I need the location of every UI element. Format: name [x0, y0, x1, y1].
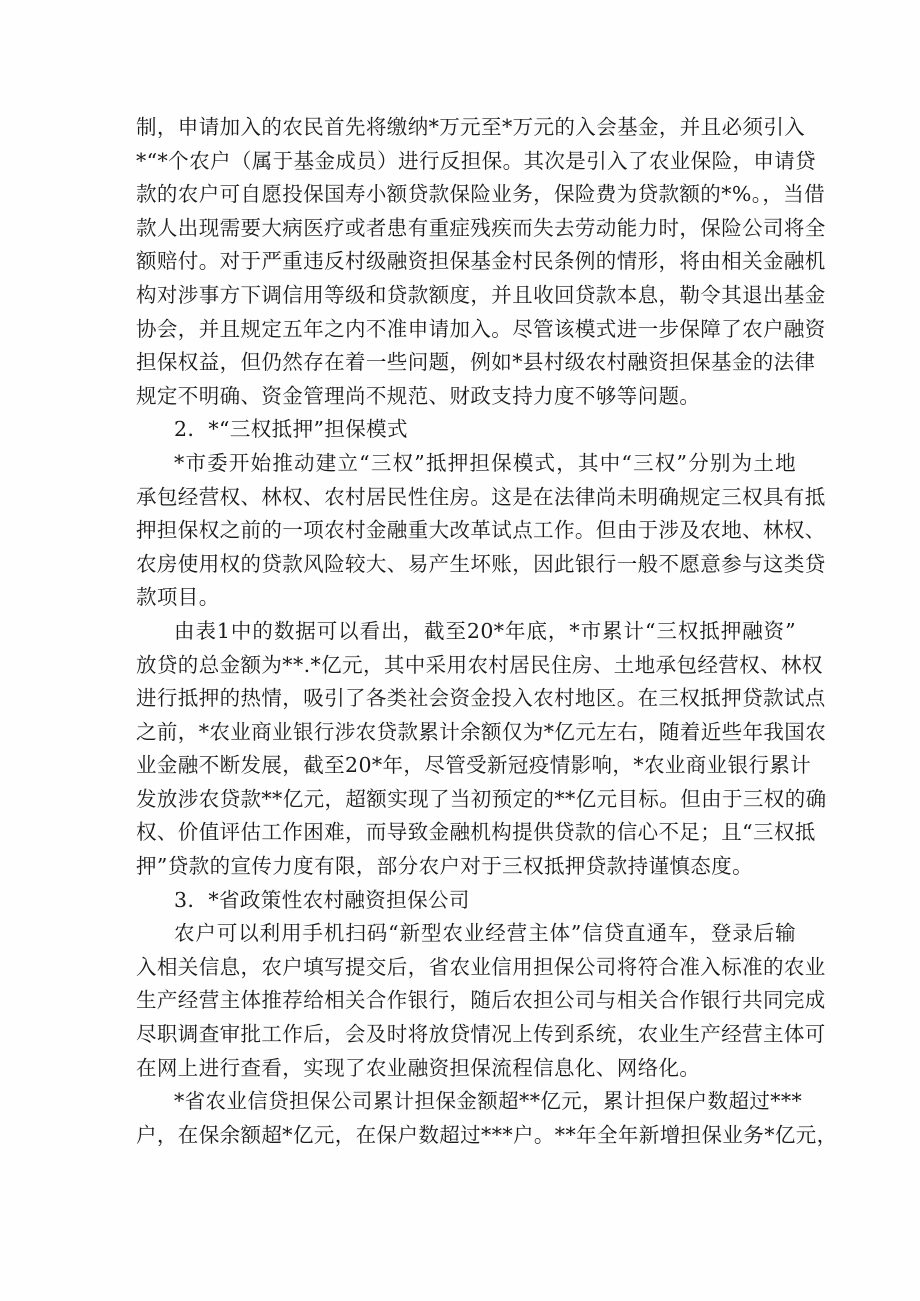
document-body [136, 111, 838, 1152]
text-line: 押”贷款的宣传力度有限，部分农户对于三权抵押贷款持谨慎态度。 [136, 854, 753, 879]
text-line: 款的农户可自愿投保国寿小额贷款保险业务，保险费为贷款额的*%。，当借 [136, 182, 826, 207]
section-heading: 3．*省政策性农村融资担保公司 [174, 887, 470, 912]
text-line: 农户可以利用手机扫码“新型农业经营主体”信贷直通车，登录后输 [174, 921, 796, 946]
text-line: 押担保权之前的一项农村金融重大改革试点工作。但由于涉及农地、林权、 [136, 518, 826, 543]
text-line: 协会，并且规定五年之内不准申请加入。尽管该模式进一步保障了农户融资 [136, 316, 826, 341]
text-line: 在网上进行查看，实现了农业融资担保流程信息化、网络化。 [136, 1055, 701, 1080]
text-line: *市委开始推动建立“三权”抵押担保模式，其中“三权”分别为土地 [174, 450, 796, 475]
text-line: 尽职调查审批工作后，会及时将放贷情况上传到系统，农业生产经营主体可 [136, 1022, 826, 1047]
text-line: 业金融不断发展，截至20*年，尽管受新冠疫情影响，*农业商业银行累计 [136, 753, 812, 778]
section-heading: 2．*“三权抵押”担保模式 [174, 417, 408, 442]
text-line: 发放涉农贷款**亿元，超额实现了当初预定的**亿元目标。但由于三权的确 [136, 786, 827, 811]
text-line: 入相关信息，农户填写提交后，省农业信用担保公司将符合准入标准的农业 [136, 954, 826, 979]
text-line: 款项目。 [136, 585, 220, 610]
text-line: 制，申请加入的农民首先将缴纳*万元至*万元的入会基金，并且必须引入 [136, 115, 806, 139]
text-line: 额赔付。对于严重违反村级融资担保基金村民条例的情形，将由相关金融机 [136, 249, 826, 274]
text-line: 权、价值评估工作困难，而导致金融机构提供贷款的信心不足；且“三权抵 [136, 820, 816, 845]
text-line: 构对涉事方下调信用等级和贷款额度，并且收回贷款本息，勒令其退出基金 [136, 282, 826, 307]
text-line: 承包经营权、林权、农村居民性住房。这是在法律尚未明确规定三权具有抵 [136, 484, 826, 509]
text-line: *省农业信贷担保公司累计担保金额超**亿元，累计担保户数超过*** [174, 1089, 803, 1114]
text-line: 农房使用权的贷款风险较大、易产生坏账，因此银行一般不愿意参与这类贷 [136, 551, 826, 576]
text-line: 放贷的总金额为**.*亿元，其中采用农村居民住房、土地承包经营权、林权 [136, 652, 823, 677]
text-line: 进行抵押的热情，吸引了各类社会资金投入农村地区。在三权抵押贷款试点 [136, 686, 826, 711]
text-line: 规定不明确、资金管理尚不规范、财政支持力度不够等问题。 [136, 383, 701, 408]
text-line: 之前，*农业商业银行涉农贷款累计余额仅为*亿元左右，随着近些年我国农 [136, 719, 827, 744]
text-line: 生产经营主体推荐给相关合作银行，随后农担公司与相关合作银行共同完成 [136, 988, 826, 1013]
text-line: *“*个农户（属于基金成员）进行反担保。其次是引入了农业保险，申请贷 [136, 148, 817, 173]
text-line: 款人出现需要大病医疗或者患有重症残疾而失去劳动能力时，保险公司将全 [136, 215, 826, 240]
text-line: 由表1中的数据可以看出，截至20*年底，*市累计“三权抵押融资” [174, 618, 796, 643]
text-line: 担保权益，但仍然存在着一些问题，例如*县村级农村融资担保基金的法律 [136, 350, 816, 375]
text-line: 户，在保余额超*亿元，在保户数超过***户。**年全年新增担保业务*亿元， [136, 1122, 838, 1147]
